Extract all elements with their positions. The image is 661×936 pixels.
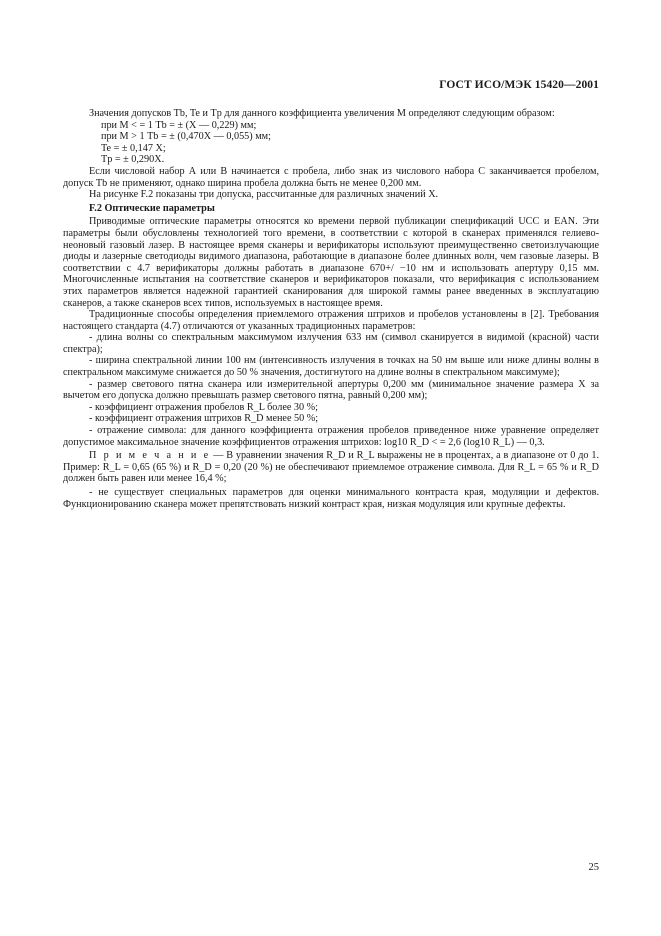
note-text: — В уравнении значения R_D и R_L выражены не в процентах, а в диапазоне от 0 до 1. Пример: R_L = 0,65 (65 %) и R_D = 0,20 (20 %) не обеспечивают приемлемое отражение символа. Для R_L = 65 % и R_D должен быть равен или менее 16,4 %; [63, 450, 600, 485]
figure-reference-paragraph: На рисунке F.2 показаны три допуска, рассчитанные для различных значений X. [89, 189, 439, 201]
list-item-bar-reflectance: - коэффициент отражения штрихов R_D менее 50 %; [89, 413, 319, 425]
tolerance-intro-paragraph: Значения допусков Tb, Te и Tp для данного коэффициента увеличения М определяют следующим образом: [89, 108, 555, 119]
formula-line: Te = ± 0,147 X; [101, 142, 166, 154]
list-item-spectral-width: - ширина спектральной линии 100 нм (интенсивность излучения в точках на 50 нм выше или ниже длины волны в спектральном максимуме снижается до 50 % значения, достигнутого на длине волны в спектральном максимуме); [63, 355, 599, 379]
page-number: 25 [588, 862, 599, 873]
list-item-symbol-reflectance: - отражение символа: для данного коэффициента отражения пробелов приведенное ниже уравнение определяет допустимое максимальное значение коэффициентов отражения штрихов: log10 R_D < = 2,6 (log10 R_L) — 0,3. [63, 425, 599, 448]
page-body [63, 108, 599, 510]
list-item-wavelength: - длина волны со спектральным максимумом излучения 633 нм (символ сканируется в видимой (красной) части спектра); [63, 332, 599, 355]
list-item-space-reflectance: - коэффициент отражения пробелов R_L более 30 %; [89, 401, 318, 413]
note-paragraph [63, 450, 599, 485]
document-header: ГОСТ ИСО/МЭК 15420—2001 [439, 79, 599, 91]
list-item-contrast: - не существует специальных параметров для оценки минимального контраста края, модуляции и дефектов. Функционированию сканера может препятствовать низкий контраст края, низкая модуляция или крупные дефекты. [63, 487, 599, 510]
formula-line: Tp = ± 0,290X. [101, 154, 165, 166]
optical-params-paragraph: Приводимые оптические параметры относятся ко времени первой публикации спецификаций UCC и EAN. Эти параметры были обусловлены технологией того времени, в соответствии с которой в сканерах применялся гелиево-неоновый газовый лазер. В настоящее время сканеры и верификаторы используют преимущественно светоизлучающие диоды и лазерные светодиоды видимого диапазона, работающие в диапазоне более длинных волн, чем газовые лазеры. В соответствии с 4.7 верификаторы должны работать в диапазоне 670+/ −10 нм и использовать апертуру 0,15 мм. Многочисленные испытания на соответствие сканеров и верификаторов показали, что верификация с использованием этих параметров является надежной гарантией сканирования для широкой гаммы ранее введенных в эксплуатацию сканеров, а также сканеров всех типов, используемых в настоящее время. [63, 216, 599, 309]
formula-line: при М > 1 Tb = ± (0,470X — 0,055) мм; [101, 131, 271, 143]
traditional-methods-paragraph: Традиционные способы определения приемлемого отражения штрихов и пробелов установлены в [2]. Требования настоящего стандарта (4.7) отличаются от указанных традиционных параметров: [63, 309, 599, 332]
formula-line: при М < = 1 Tb = ± (X — 0,229) мм; [101, 119, 257, 131]
section-heading: F.2 Оптические параметры [89, 202, 215, 214]
note-label: П р и м е ч а н и е [89, 450, 211, 462]
list-item-aperture: - размер светового пятна сканера или измерительной апертуры 0,200 мм (минимальное значение размера X за вычетом его допуска должно превышать размер светового пятна, равный 0,200 мм); [63, 378, 599, 402]
space-tolerance-paragraph: Если числовой набор А или В начинается с пробела, либо знак из числового набора С заканчивается пробелом, допуск Tb не применяют, однако ширина пробела должна быть не менее 0,200 мм. [63, 165, 599, 189]
